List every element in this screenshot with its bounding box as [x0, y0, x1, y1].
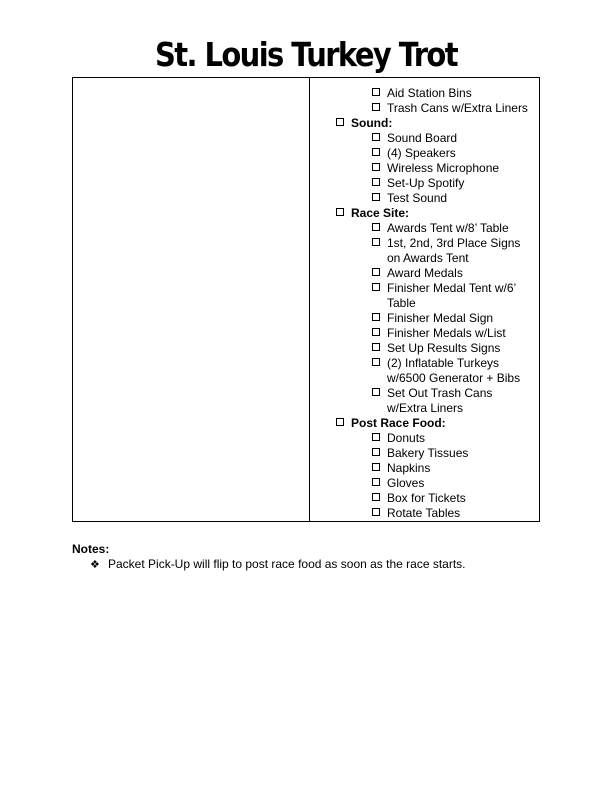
checklist [310, 86, 539, 521]
checkbox-icon[interactable] [372, 313, 380, 321]
checkbox-icon[interactable] [372, 508, 380, 516]
diamond-bullet-icon: ❖ [90, 559, 100, 571]
checkbox-icon[interactable] [372, 433, 380, 441]
checklist-label: Trash Cans w/Extra Liners [387, 101, 528, 115]
checkbox-icon[interactable] [372, 223, 380, 231]
checklist-item [310, 431, 539, 446]
notes-text: Packet Pick-Up will flip to post race food as soon as the race starts. [108, 557, 466, 571]
checkbox-icon[interactable] [372, 493, 380, 501]
checkbox-icon[interactable] [336, 418, 344, 426]
checklist-label: Wireless Microphone [387, 161, 500, 175]
checklist-item [310, 446, 539, 461]
checklist-label: Set Out Trash Cans w/Extra Liners [387, 386, 493, 415]
checklist-item [310, 461, 539, 476]
table-left-cell [73, 78, 309, 521]
checklist-label: Race Site: [351, 206, 410, 220]
checklist-item [310, 236, 539, 266]
checklist-item [310, 311, 539, 326]
checklist-label: Finisher Medals w/List [387, 326, 506, 340]
checkbox-icon[interactable] [372, 148, 380, 156]
checklist-item [310, 221, 539, 236]
checkbox-icon[interactable] [372, 88, 380, 96]
checklist-label: Set-Up Spotify [387, 176, 465, 190]
notes-label: Notes: [72, 542, 110, 556]
checklist-item [310, 326, 539, 341]
checklist-label: Box for Tickets [387, 491, 466, 505]
checklist-label: Awards Tent w/8’ Table [387, 221, 509, 235]
checklist-item [310, 131, 539, 146]
checklist-item [310, 161, 539, 176]
checkbox-icon[interactable] [372, 238, 380, 246]
notes-item [90, 557, 466, 573]
checklist-label: Napkins [387, 461, 431, 475]
checklist-item [310, 191, 539, 206]
checklist-section [310, 416, 539, 431]
checkbox-icon[interactable] [372, 268, 380, 276]
checklist-item [310, 386, 539, 416]
checkbox-icon[interactable] [372, 478, 380, 486]
checklist-item [310, 476, 539, 491]
checklist-table [72, 77, 540, 522]
checklist-item [310, 506, 539, 521]
checkbox-icon[interactable] [372, 463, 380, 471]
checklist-label: Gloves [387, 476, 425, 490]
document-title: St. Louis Turkey Trot [154, 35, 457, 75]
checkbox-icon[interactable] [336, 208, 344, 216]
checklist-label: Sound Board [387, 131, 458, 145]
checklist-item [310, 266, 539, 281]
checkbox-icon[interactable] [372, 103, 380, 111]
checklist-item [310, 341, 539, 356]
checklist-item [310, 356, 539, 386]
checkbox-icon[interactable] [372, 133, 380, 141]
checklist-section [310, 206, 539, 221]
checkbox-icon[interactable] [372, 358, 380, 366]
checklist-label: Post Race Food: [351, 416, 446, 430]
checklist-label: Bakery Tissues [387, 446, 469, 460]
checkbox-icon[interactable] [372, 193, 380, 201]
checklist-label: Test Sound [387, 191, 448, 205]
checklist-label: Donuts [387, 431, 426, 445]
checkbox-icon[interactable] [372, 163, 380, 171]
checkbox-icon[interactable] [372, 178, 380, 186]
checklist-label: (4) Speakers [387, 146, 456, 160]
checkbox-icon[interactable] [372, 448, 380, 456]
checklist-item [310, 146, 539, 161]
checklist-item [310, 101, 539, 116]
checkbox-icon[interactable] [372, 283, 380, 291]
checklist-item [310, 281, 539, 311]
checkbox-icon[interactable] [372, 343, 380, 351]
checklist-label: Rotate Tables [387, 506, 461, 520]
checklist-label: Award Medals [387, 266, 463, 280]
checkbox-icon[interactable] [372, 328, 380, 336]
checklist-section [310, 116, 539, 131]
checklist-item [310, 491, 539, 506]
checklist-label: Finisher Medal Sign [387, 311, 494, 325]
checklist-label: (2) Inflatable Turkeys w/6500 Generator + Bibs [387, 356, 521, 385]
checklist-label: Sound: [351, 116, 393, 130]
checkbox-icon[interactable] [336, 118, 344, 126]
table-right-cell [310, 78, 539, 521]
checklist-label: Finisher Medal Tent w/6’ Table [387, 281, 516, 310]
checklist-item [310, 176, 539, 191]
checklist-label: Aid Station Bins [387, 86, 472, 100]
checkbox-icon[interactable] [372, 388, 380, 396]
checklist-label: 1st, 2nd, 3rd Place Signs on Awards Tent [387, 236, 521, 265]
checklist-label: Set Up Results Signs [387, 341, 501, 355]
checklist-item [310, 86, 539, 101]
